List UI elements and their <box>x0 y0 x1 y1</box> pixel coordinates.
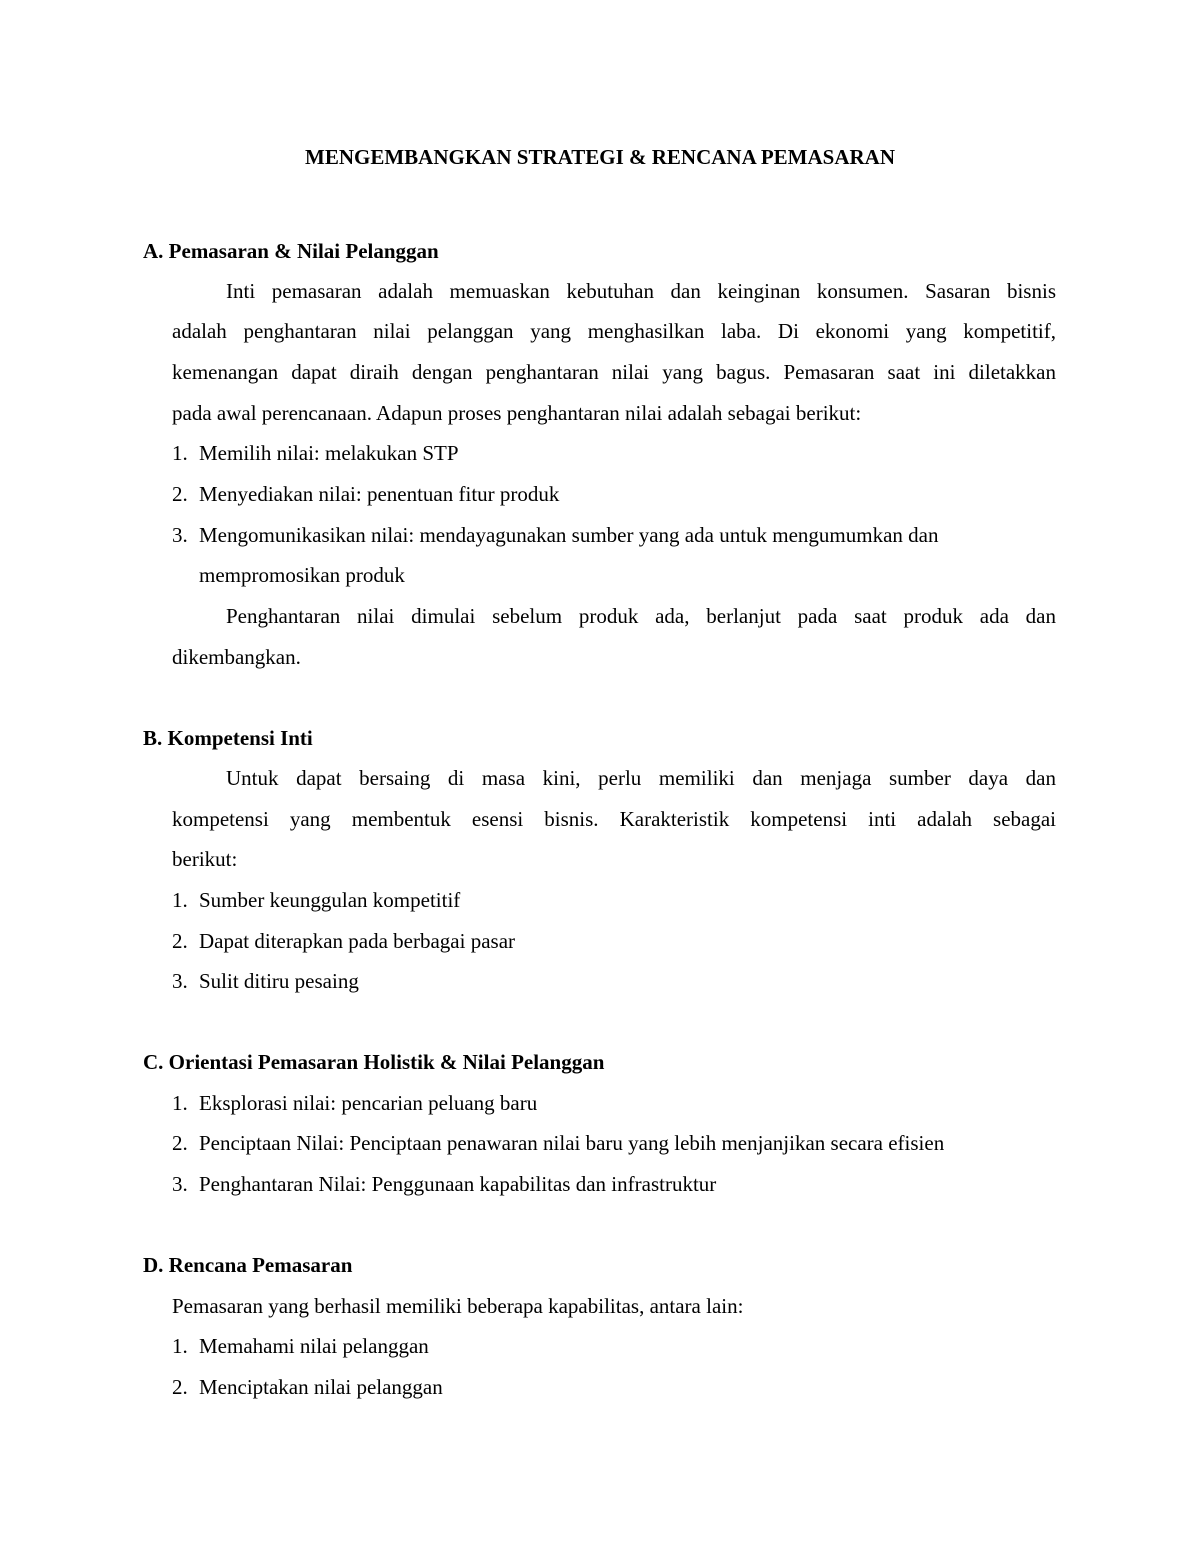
list-item <box>172 480 559 508</box>
list-item <box>172 1129 944 1157</box>
list-number: 2. <box>172 1375 188 1399</box>
list-text: Menciptakan nilai pelanggan <box>199 1375 443 1399</box>
list-item-continuation: mempromosikan produk <box>199 563 405 587</box>
section-a-closing-line: dikembangkan. <box>172 645 301 669</box>
list-text: Memahami nilai pelanggan <box>199 1334 429 1358</box>
list-text: Menyediakan nilai: penentuan fitur produk <box>199 482 560 506</box>
list-text: Penciptaan Nilai: Penciptaan penawaran nilai baru yang lebih menjanjikan secara efisien <box>199 1131 945 1155</box>
list-number: 2. <box>172 482 188 506</box>
list-number: 3. <box>172 969 188 993</box>
list-item <box>172 439 459 467</box>
list-item <box>172 1170 716 1198</box>
section-b-paragraph-line: Untuk dapat bersaing di masa kini, perlu memiliki dan menjaga sumber daya dan <box>226 766 1056 790</box>
list-number: 1. <box>172 441 188 465</box>
list-item <box>172 521 939 549</box>
section-a-paragraph-line: adalah penghantaran nilai pelanggan yang menghasilkan laba. Di ekonomi yang kompetitif, <box>172 319 1056 343</box>
section-b-paragraph-line: berikut: <box>172 847 238 871</box>
list-item <box>172 1373 443 1401</box>
list-number: 2. <box>172 1131 188 1155</box>
list-text: Memilih nilai: melakukan STP <box>199 441 459 465</box>
list-number: 1. <box>172 1091 188 1115</box>
list-text: Sumber keunggulan kompetitif <box>199 888 461 912</box>
list-text: Dapat diterapkan pada berbagai pasar <box>199 929 516 953</box>
list-text: Penghantaran Nilai: Penggunaan kapabilitas dan infrastruktur <box>199 1172 717 1196</box>
list-number: 2. <box>172 929 188 953</box>
list-text: Mengomunikasikan nilai: mendayagunakan sumber yang ada untuk mengumumkan dan <box>199 523 939 547</box>
list-number: 3. <box>172 523 188 547</box>
list-number: 1. <box>172 1334 188 1358</box>
document-title: MENGEMBANGKAN STRATEGI & RENCANA PEMASARAN <box>305 145 895 169</box>
list-item <box>172 886 460 914</box>
section-d-intro: Pemasaran yang berhasil memiliki beberapa kapabilitas, antara lain: <box>172 1294 744 1318</box>
list-text: Sulit ditiru pesaing <box>199 969 359 993</box>
section-d-heading: D. Rencana Pemasaran <box>143 1253 353 1277</box>
section-a-heading: A. Pemasaran & Nilai Pelanggan <box>143 239 439 263</box>
list-item <box>172 1332 429 1360</box>
list-item <box>172 1089 537 1117</box>
list-item <box>172 967 359 995</box>
section-a-paragraph-line: pada awal perencanaan. Adapun proses penghantaran nilai adalah sebagai berikut: <box>172 401 862 425</box>
section-a-paragraph-line: Inti pemasaran adalah memuaskan kebutuhan dan keinginan konsumen. Sasaran bisnis <box>226 279 1056 303</box>
section-c-heading: C. Orientasi Pemasaran Holistik & Nilai Pelanggan <box>143 1050 605 1074</box>
section-b-heading: B. Kompetensi Inti <box>143 726 313 750</box>
section-a-paragraph-line: kemenangan dapat diraih dengan penghantaran nilai yang bagus. Pemasaran saat ini diletakkan <box>172 360 1056 384</box>
list-number: 1. <box>172 888 188 912</box>
list-text: Eksplorasi nilai: pencarian peluang baru <box>199 1091 538 1115</box>
list-item <box>172 927 515 955</box>
section-b-paragraph-line: kompetensi yang membentuk esensi bisnis. Karakteristik kompetensi inti adalah sebagai <box>172 807 1056 831</box>
list-number: 3. <box>172 1172 188 1196</box>
section-a-closing-line: Penghantaran nilai dimulai sebelum produk ada, berlanjut pada saat produk ada dan <box>226 604 1056 628</box>
